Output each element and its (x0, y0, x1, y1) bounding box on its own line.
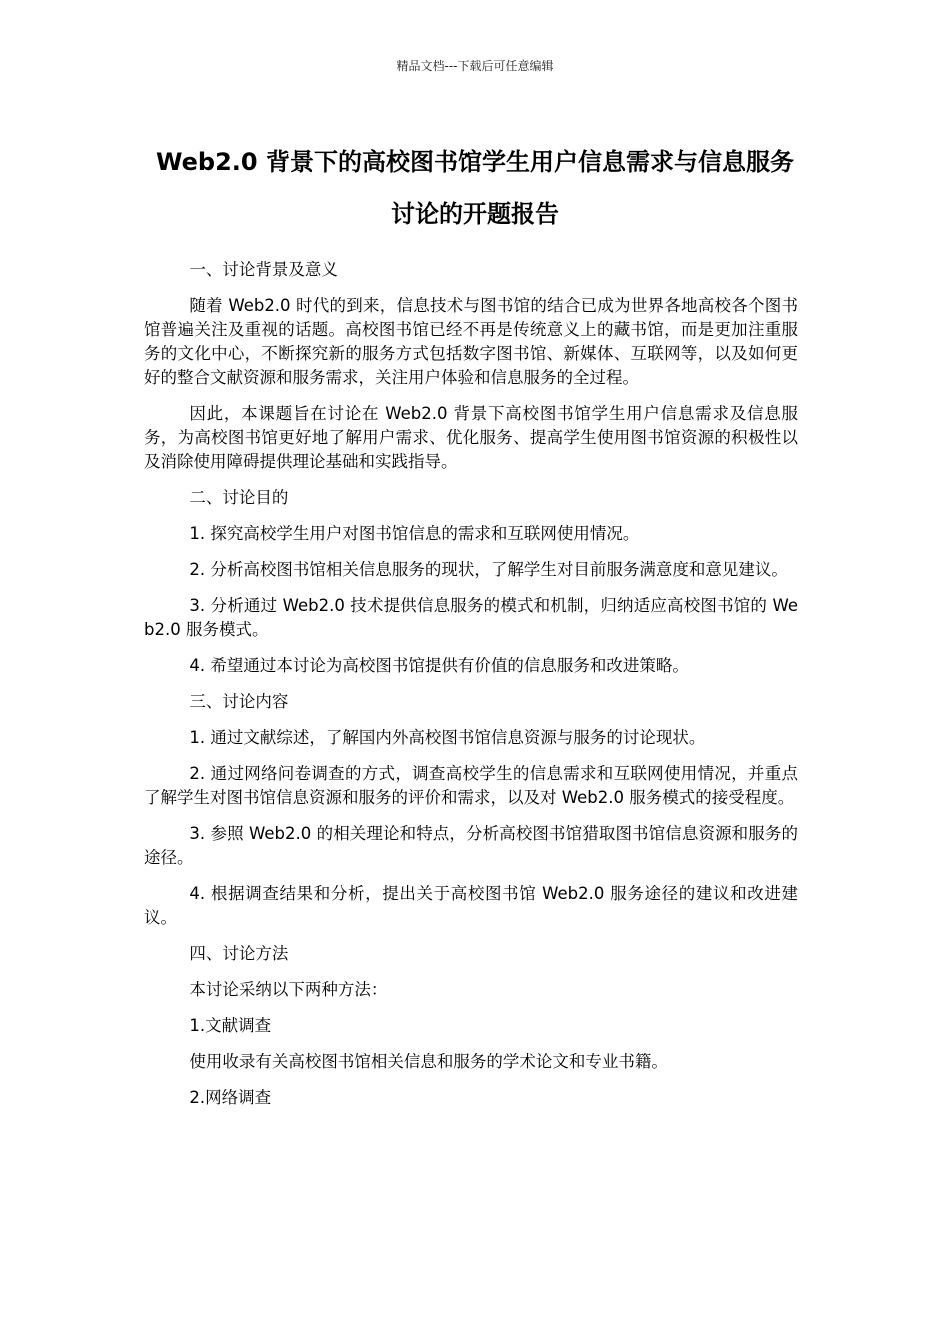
document-title-line-1: Web2.0 背景下的高校图书馆学生用户信息需求与信息服务 (156, 148, 794, 176)
paragraph: 使用收录有关高校图书馆相关信息和服务的学术论文和专业书籍。 (189, 1052, 668, 1071)
paragraph: 本讨论采纳以下两种方法： (189, 980, 388, 999)
list-item: 4. 希望通过本讨论为高校图书馆提供有价值的信息服务和改进策略。 (189, 656, 689, 675)
list-item: 1. 探究高校学生用户对图书馆信息的需求和互联网使用情况。 (189, 524, 640, 543)
list-item: 1.文献调查 (189, 1016, 272, 1035)
section-heading-content: 三、讨论内容 (189, 692, 289, 711)
paragraph: 随着 Web2.0 时代的到来，信息技术与图书馆的结合已成为世界各地高校各个图书馆普遍关注及重视的话题。高校图书馆已经不再是传统意义上的藏书馆，而是更加注重服务的文化中心，不断探究新的服务方式包括数字图书馆、新媒体、互联网等，以及如何更好的整合文献资源和服务需求，关注用户体验和信息服务的全过程。 (144, 296, 798, 387)
list-item: 2.网络调查 (189, 1088, 272, 1107)
list-item: 1. 通过文献综述，了解国内外高校图书馆信息资源与服务的讨论现状。 (189, 728, 706, 747)
list-item: 3. 分析通过 Web2.0 技术提供信息服务的模式和机制，归纳适应高校图书馆的 Web2.0 服务模式。 (144, 596, 798, 639)
document-title (120, 136, 830, 240)
list-item: 3. 参照 Web2.0 的相关理论和特点，分析高校图书馆猎取图书馆信息资源和服务的途径。 (144, 824, 798, 867)
paragraph: 因此，本课题旨在讨论在 Web2.0 背景下高校图书馆学生用户信息需求及信息服务，为高校图书馆更好地了解用户需求、优化服务、提高学生使用图书馆资源的积极性以及消除使用障碍提供理论基础和实践指导。 (144, 404, 798, 471)
list-item: 2. 分析高校图书馆相关信息服务的现状，了解学生对目前服务满意度和意见建议。 (189, 560, 788, 579)
section-heading-method: 四、讨论方法 (189, 944, 289, 963)
section-heading-purpose: 二、讨论目的 (189, 488, 289, 507)
page-header: 精品文档---下载后可任意编辑 (396, 59, 554, 73)
list-item: 4. 根据调查结果和分析，提出关于高校图书馆 Web2.0 服务途径的建议和改进建议。 (144, 884, 798, 927)
section-heading-background: 一、讨论背景及意义 (189, 260, 338, 279)
list-item: 2. 通过网络问卷调查的方式，调查高校学生的信息需求和互联网使用情况，并重点了解学生对图书馆信息资源和服务的评价和需求，以及对 Web2.0 服务模式的接受程度。 (144, 764, 798, 807)
document-title-line-2: 讨论的开题报告 (391, 200, 559, 228)
document-body (144, 258, 798, 1122)
